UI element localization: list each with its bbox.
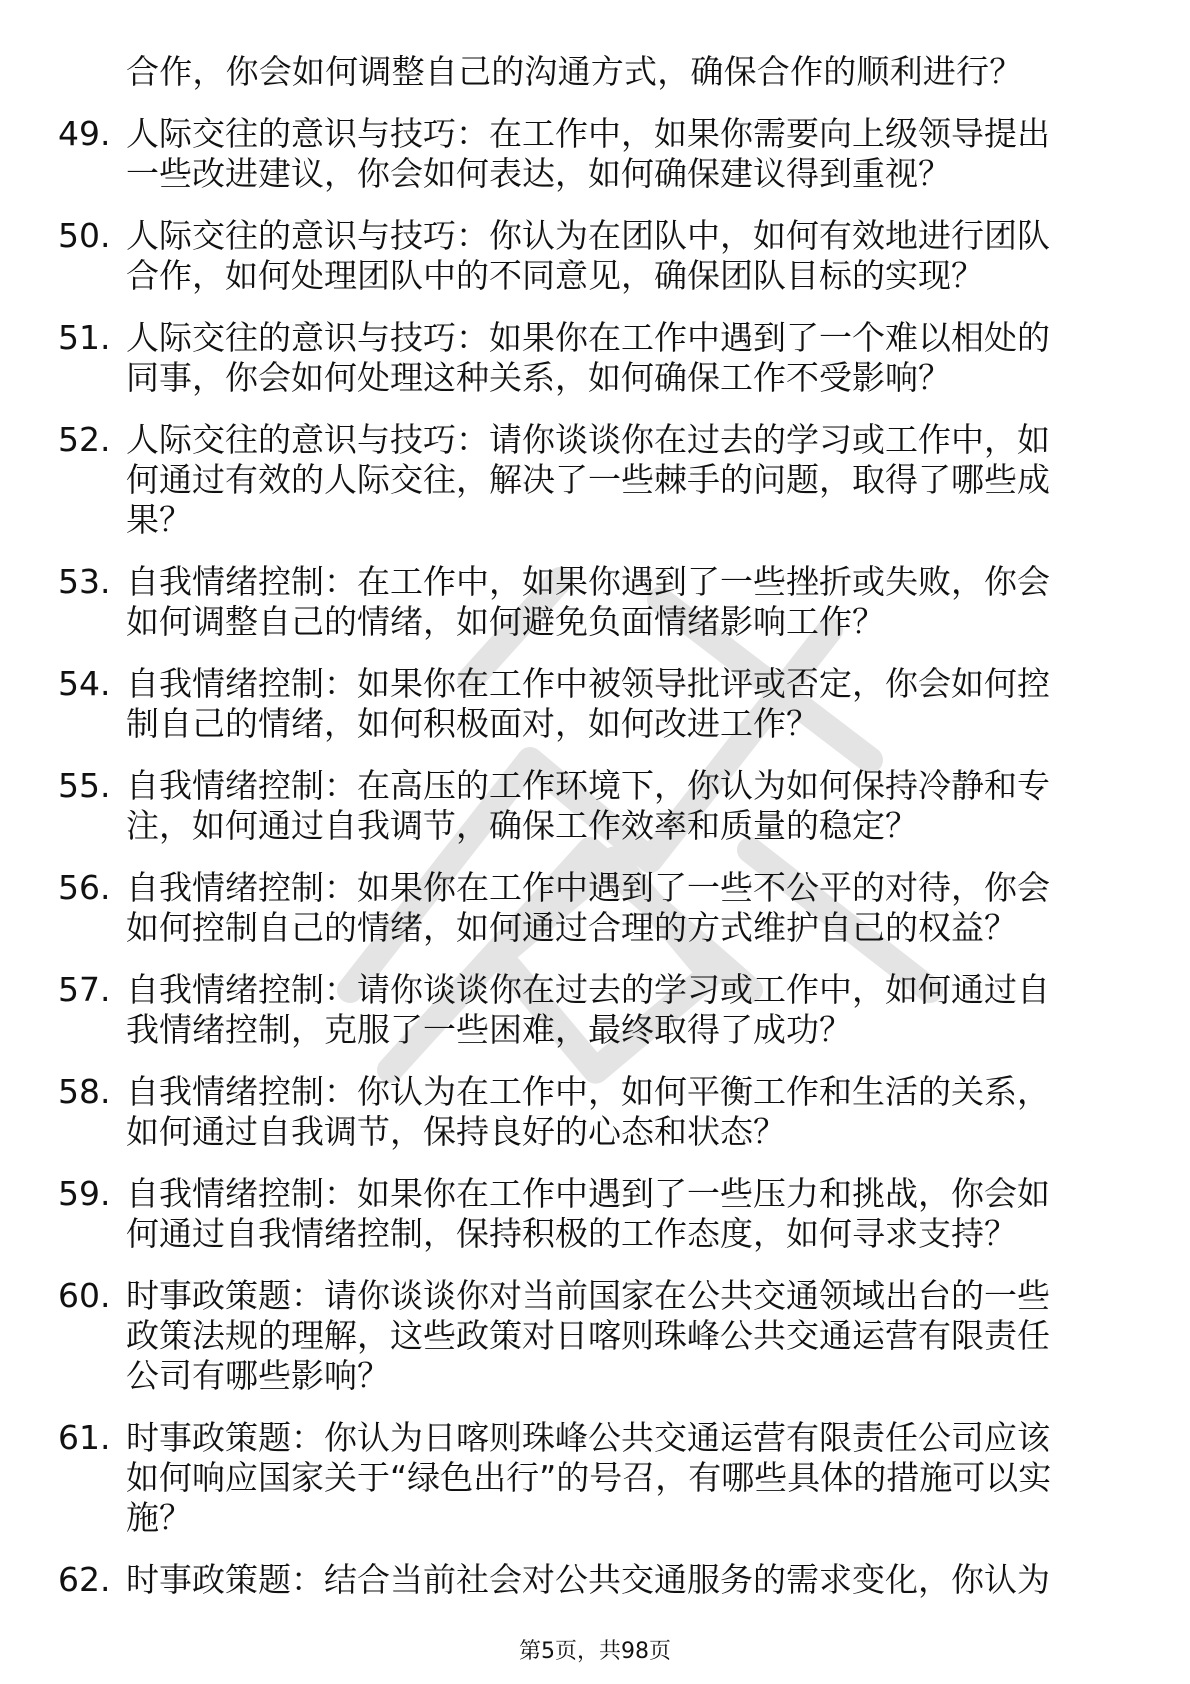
question-text-line: 如何控制自己的情绪，如何通过合理的方式维护自己的权益？ [126, 908, 1017, 947]
question-number: 60. [58, 1276, 111, 1315]
question-text-line: 自我情绪控制：在高压的工作环境下，你认为如何保持冷静和专 [126, 766, 1050, 805]
question-item [58, 318, 1128, 398]
question-item [58, 1276, 1128, 1396]
question-number: 54. [58, 664, 111, 703]
page-footer: 第5页，共98页 [519, 1639, 671, 1664]
question-text-line: 施？ [126, 1498, 192, 1537]
question-text-line: 如何响应国家关于“绿色出行”的号召，有哪些具体的措施可以实 [126, 1458, 1052, 1497]
question-text-line: 同事，你会如何处理这种关系，如何确保工作不受影响？ [126, 358, 951, 397]
question-number: 56. [58, 868, 111, 907]
question-text-line: 自我情绪控制：如果你在工作中遇到了一些不公平的对待，你会 [126, 868, 1050, 907]
question-text-line: 时事政策题：你认为日喀则珠峰公共交通运营有限责任公司应该 [126, 1418, 1050, 1457]
question-number: 52. [58, 420, 111, 459]
question-text-line: 注，如何通过自我调节，确保工作效率和质量的稳定？ [126, 806, 918, 845]
question-text-line: 何通过自我情绪控制，保持积极的工作态度，如何寻求支持？ [126, 1214, 1017, 1253]
question-item [58, 420, 1128, 540]
question-number: 57. [58, 970, 111, 1009]
question-text-line: 自我情绪控制：请你谈谈你在过去的学习或工作中，如何通过自 [126, 970, 1050, 1009]
question-number: 61. [58, 1418, 111, 1457]
question-number: 49. [58, 114, 111, 153]
question-text-line: 时事政策题：请你谈谈你对当前国家在公共交通领域出台的一些 [126, 1276, 1050, 1315]
question-text-line: 果？ [126, 500, 192, 539]
question-text-line: 政策法规的理解，这些政策对日喀则珠峰公共交通运营有限责任 [126, 1316, 1050, 1355]
question-number: 59. [58, 1174, 111, 1213]
question-number: 62. [58, 1560, 111, 1599]
question-text-line: 一些改进建议，你会如何表达，如何确保建议得到重视？ [126, 154, 951, 193]
question-text-line: 人际交往的意识与技巧：如果你在工作中遇到了一个难以相处的 [126, 318, 1050, 357]
question-text-line: 如何调整自己的情绪，如何避免负面情绪影响工作？ [126, 602, 885, 641]
question-list [58, 52, 1128, 1600]
question-item [58, 766, 1128, 846]
question-text-line: 何通过有效的人际交往，解决了一些棘手的问题，取得了哪些成 [126, 460, 1050, 499]
question-number: 58. [58, 1072, 111, 1111]
question-text-line: 人际交往的意识与技巧：你认为在团队中，如何有效地进行团队 [126, 216, 1050, 255]
question-number: 50. [58, 216, 111, 255]
question-item [58, 664, 1128, 744]
question-text-line: 我情绪控制，克服了一些困难，最终取得了成功？ [126, 1010, 852, 1049]
question-text-line: 公司有哪些影响？ [126, 1356, 390, 1395]
question-text-line: 如何通过自我调节，保持良好的心态和状态？ [126, 1112, 786, 1151]
question-text-line: 人际交往的意识与技巧：请你谈谈你在过去的学习或工作中，如 [126, 420, 1050, 459]
question-number: 55. [58, 766, 111, 805]
question-item [58, 1560, 1128, 1600]
question-item [58, 1174, 1128, 1254]
question-item [58, 114, 1128, 194]
question-item [58, 868, 1128, 948]
question-text-line: 自我情绪控制：你认为在工作中，如何平衡工作和生活的关系， [126, 1072, 1050, 1111]
question-number: 51. [58, 318, 111, 357]
question-text-line: 合作，如何处理团队中的不同意见，确保团队目标的实现？ [126, 256, 984, 295]
question-text-line: 制自己的情绪，如何积极面对，如何改进工作？ [126, 704, 819, 743]
question-text-line: 自我情绪控制：如果你在工作中被领导批评或否定，你会如何控 [126, 664, 1050, 703]
question-number: 53. [58, 562, 111, 601]
question-item [58, 1072, 1128, 1152]
question-text-line: 自我情绪控制：如果你在工作中遇到了一些压力和挑战，你会如 [126, 1174, 1050, 1213]
question-item [58, 216, 1128, 296]
question-item [58, 970, 1128, 1050]
question-text-line: 人际交往的意识与技巧：在工作中，如果你需要向上级领导提出 [126, 114, 1050, 153]
question-text-line: 时事政策题：结合当前社会对公共交通服务的需求变化，你认为 [126, 1560, 1050, 1599]
question-text-line: 自我情绪控制：在工作中，如果你遇到了一些挫折或失败，你会 [126, 562, 1050, 601]
question-item [58, 562, 1128, 642]
question-item [58, 1418, 1128, 1538]
continuation-text: 合作，你会如何调整自己的沟通方式，确保合作的顺利进行？ [126, 52, 1023, 91]
